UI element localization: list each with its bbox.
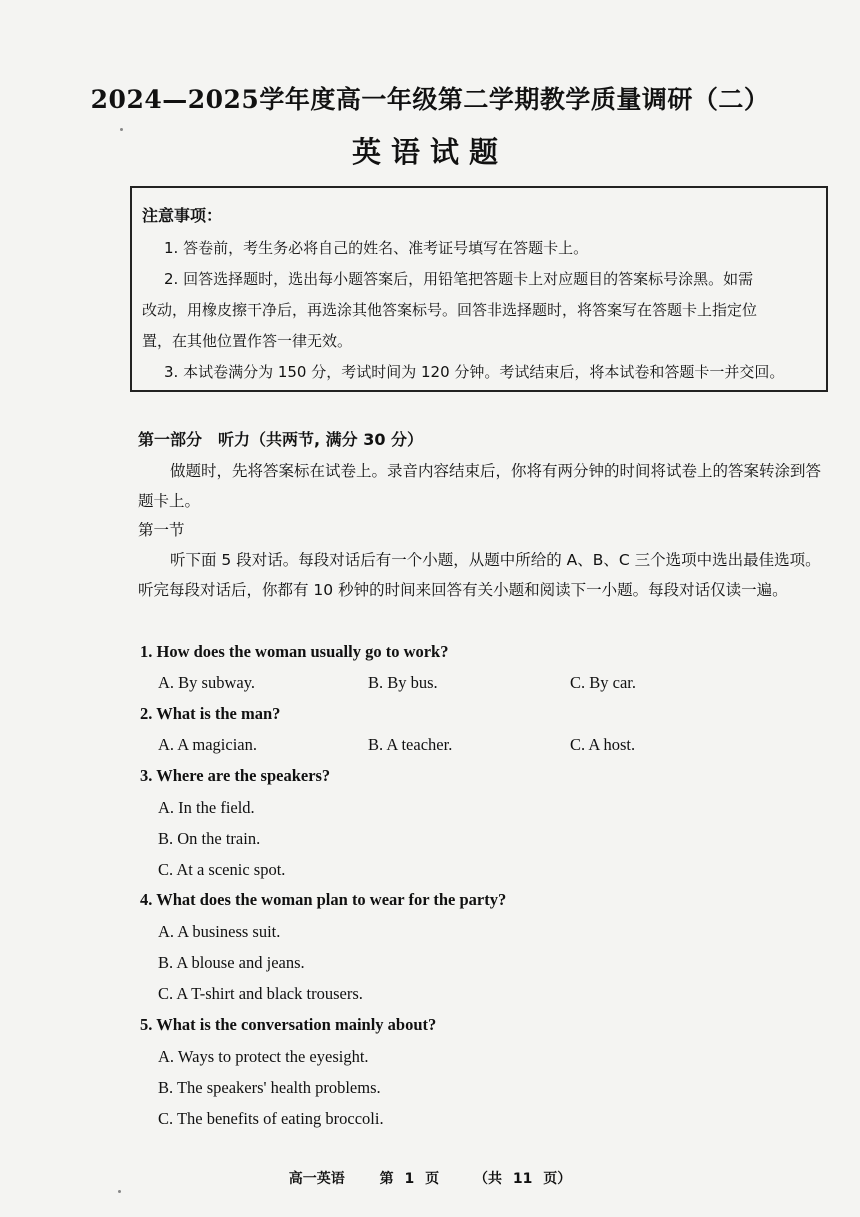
question-2	[140, 704, 635, 760]
part-one-instructions: 做题时，先将答案标在试卷上。录音内容结束后，你将有两分钟的时间将试卷上的答案转涂到答题卡上。	[138, 462, 822, 510]
question-4	[140, 890, 506, 1009]
option-c[interactable]: C. A T-shirt and black trousers.	[158, 984, 363, 1003]
question-stem: 1. How does the woman usually go to work?	[140, 642, 449, 661]
option-a[interactable]: A. A magician.	[158, 735, 257, 754]
footer-subject: 高一英语	[288, 1171, 345, 1187]
option-a[interactable]: A. Ways to protect the eyesight.	[158, 1047, 369, 1066]
option-c[interactable]: C. A host.	[570, 735, 636, 754]
option-a[interactable]: A. A business suit.	[158, 922, 281, 941]
scan-speck	[120, 128, 123, 131]
footer-page-number: 第 1 页	[379, 1171, 440, 1187]
option-c[interactable]: C. At a scenic spot.	[158, 860, 286, 879]
option-b[interactable]: B. On the train.	[158, 829, 261, 848]
part-one-title: 第一部分 听力（共两节, 满分 30 分）	[138, 430, 424, 449]
page-footer	[0, 1168, 860, 1188]
question-stem: 4. What does the woman plan to wear for the party?	[140, 890, 507, 909]
question-stem: 2. What is the man?	[140, 704, 281, 723]
option-c[interactable]: C. By car.	[570, 673, 636, 692]
notice-heading: 注意事项：	[142, 206, 223, 225]
option-b[interactable]: B. A teacher.	[368, 735, 453, 754]
notice-item-2-line-3: 置，在其他位置作答一律无效。	[142, 332, 353, 350]
option-b[interactable]: B. By bus.	[368, 673, 438, 692]
notice-item-1: 1. 答卷前，考生务必将自己的姓名、准考证号填写在答题卡上。	[164, 239, 589, 257]
section-one-title: 第一节	[138, 521, 185, 539]
options-row	[140, 668, 636, 698]
options-row	[140, 730, 635, 760]
notice-box	[130, 186, 828, 392]
scan-speck	[118, 1190, 121, 1193]
question-5	[140, 1015, 436, 1134]
question-stem: 5. What is the conversation mainly about?	[140, 1015, 437, 1034]
notice-item-2-line-1: 2. 回答选择题时，选出每小题答案后，用铅笔把答题卡上对应题目的答案标号涂黑。如需	[164, 270, 754, 288]
section-one-instructions: 听下面 5 段对话。每段对话后有一个小题，从题中所给的 A、B、C 三个选项中选出最佳选项。听完每段对话后，你都有 10 秒钟的时间来回答有关小题和阅读下一小题。每段对话仅读一遍。	[138, 551, 821, 599]
option-b[interactable]: B. The speakers' health problems.	[158, 1078, 381, 1097]
exam-title: 2024—2025学年度高一年级第二学期教学质量调研（二）	[90, 85, 770, 114]
notice-item-2-line-2: 改动，用橡皮擦干净后，再选涂其他答案标号。回答非选择题时，将答案写在答题卡上指定位	[142, 301, 758, 319]
option-a[interactable]: A. By subway.	[158, 673, 256, 692]
question-3	[140, 766, 330, 885]
question-1	[140, 642, 636, 698]
notice-item-3: 3. 本试卷满分为 150 分，考试时间为 120 分钟。考试结束后，将本试卷和答题卡一并交回。	[164, 363, 785, 381]
subject-title: 英语试题	[351, 135, 508, 169]
footer-total-pages: （共 11 页）	[474, 1171, 572, 1187]
option-a[interactable]: A. In the field.	[158, 798, 255, 817]
question-stem: 3. Where are the speakers?	[140, 766, 331, 785]
option-c[interactable]: C. The benefits of eating broccoli.	[158, 1109, 384, 1128]
option-b[interactable]: B. A blouse and jeans.	[158, 953, 305, 972]
